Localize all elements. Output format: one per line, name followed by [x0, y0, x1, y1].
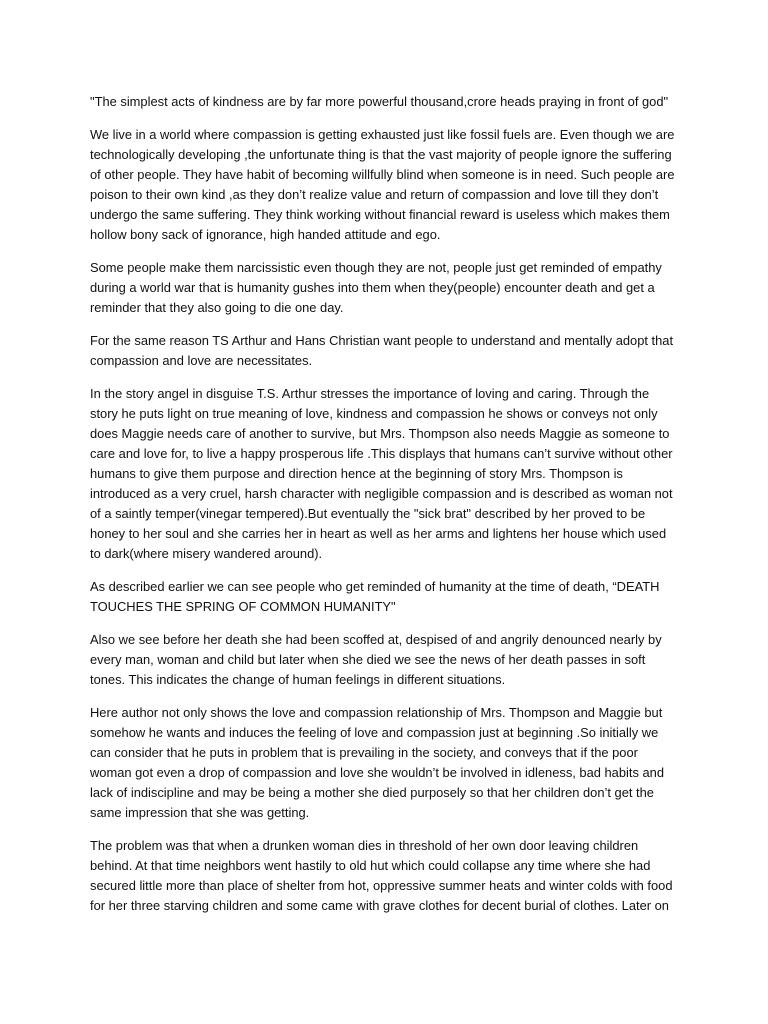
body-paragraph: Also we see before her death she had been scoffed at, despised of and angrily denounced nearly by every man, woman and child but later when she died we see the news of her death passes in soft tones. This indicates the change of human feelings in different situations.: [90, 632, 662, 687]
document-body: [90, 92, 678, 929]
body-paragraph: In the story angel in disguise T.S. Arthur stresses the importance of loving and caring. Through the story he puts light on true meaning of love, kindness and compassion he shows or conveys not only does Maggie needs care of another to survive, but Mrs. Thompson also needs Maggie as someone to care and love for, to live a happy prosperous life .This displays that humans can’t survive without other humans to give them purpose and direction hence at the beginning of story Mrs. Thompson is introduced as a very cruel, harsh character with negligible compassion and is described as woman not of a saintly temper(vinegar tempered).But eventually the "sick brat" described by her proved to be honey to her soul and she carries her in heart as well as her arms and lightens her house which used to dark(where misery wandered around).: [90, 386, 673, 561]
body-paragraph: The problem was that when a drunken woman dies in threshold of her own door leaving children behind. At that time neighbors went hastily to old hut which could collapse any time where she had secured little more than place of shelter from hot, oppressive summer heats and winter colds with food for her three starving children and some came with grave clothes for decent burial of clothes. Later on: [90, 838, 673, 913]
body-paragraph: We live in a world where compassion is getting exhausted just like fossil fuels are. Even though we are technologically developing ,the unfortunate thing is that the vast majority of people ignore the suffering of other people. They have habit of becoming willfully blind when someone is in need. Such people are poison to their own kind ,as they don’t realize value and return of compassion and love till they don’t undergo the same suffering. They think working without financial reward is useless which makes them hollow bony sack of ignorance, high handed attitude and ego.: [90, 127, 675, 242]
body-paragraph: As described earlier we can see people who get reminded of humanity at the time of death, “DEATH TOUCHES THE SPRING OF COMMON HUMANITY": [90, 579, 660, 614]
body-paragraph: For the same reason TS Arthur and Hans Christian want people to understand and mentally adopt that compassion and love are necessitates.: [90, 333, 674, 368]
body-paragraph: Here author not only shows the love and compassion relationship of Mrs. Thompson and Maggie but somehow he wants and induces the feeling of love and compassion just at beginning .So initially we can consider that he puts in problem that is prevailing in the society, and conveys that if the poor woman got even a drop of compassion and love she wouldn’t be involved in idleness, bad habits and lack of indiscipline and may be being a mother she died purposely so that her children don’t get the same impression that she was getting.: [90, 705, 665, 820]
quote-paragraph: "The simplest acts of kindness are by far more powerful thousand,crore heads praying in front of god": [90, 94, 669, 109]
body-paragraph: Some people make them narcissistic even though they are not, people just get reminded of empathy during a world war that is humanity gushes into them when they(people) encounter death and get a reminder that they also going to die one day.: [90, 260, 662, 315]
